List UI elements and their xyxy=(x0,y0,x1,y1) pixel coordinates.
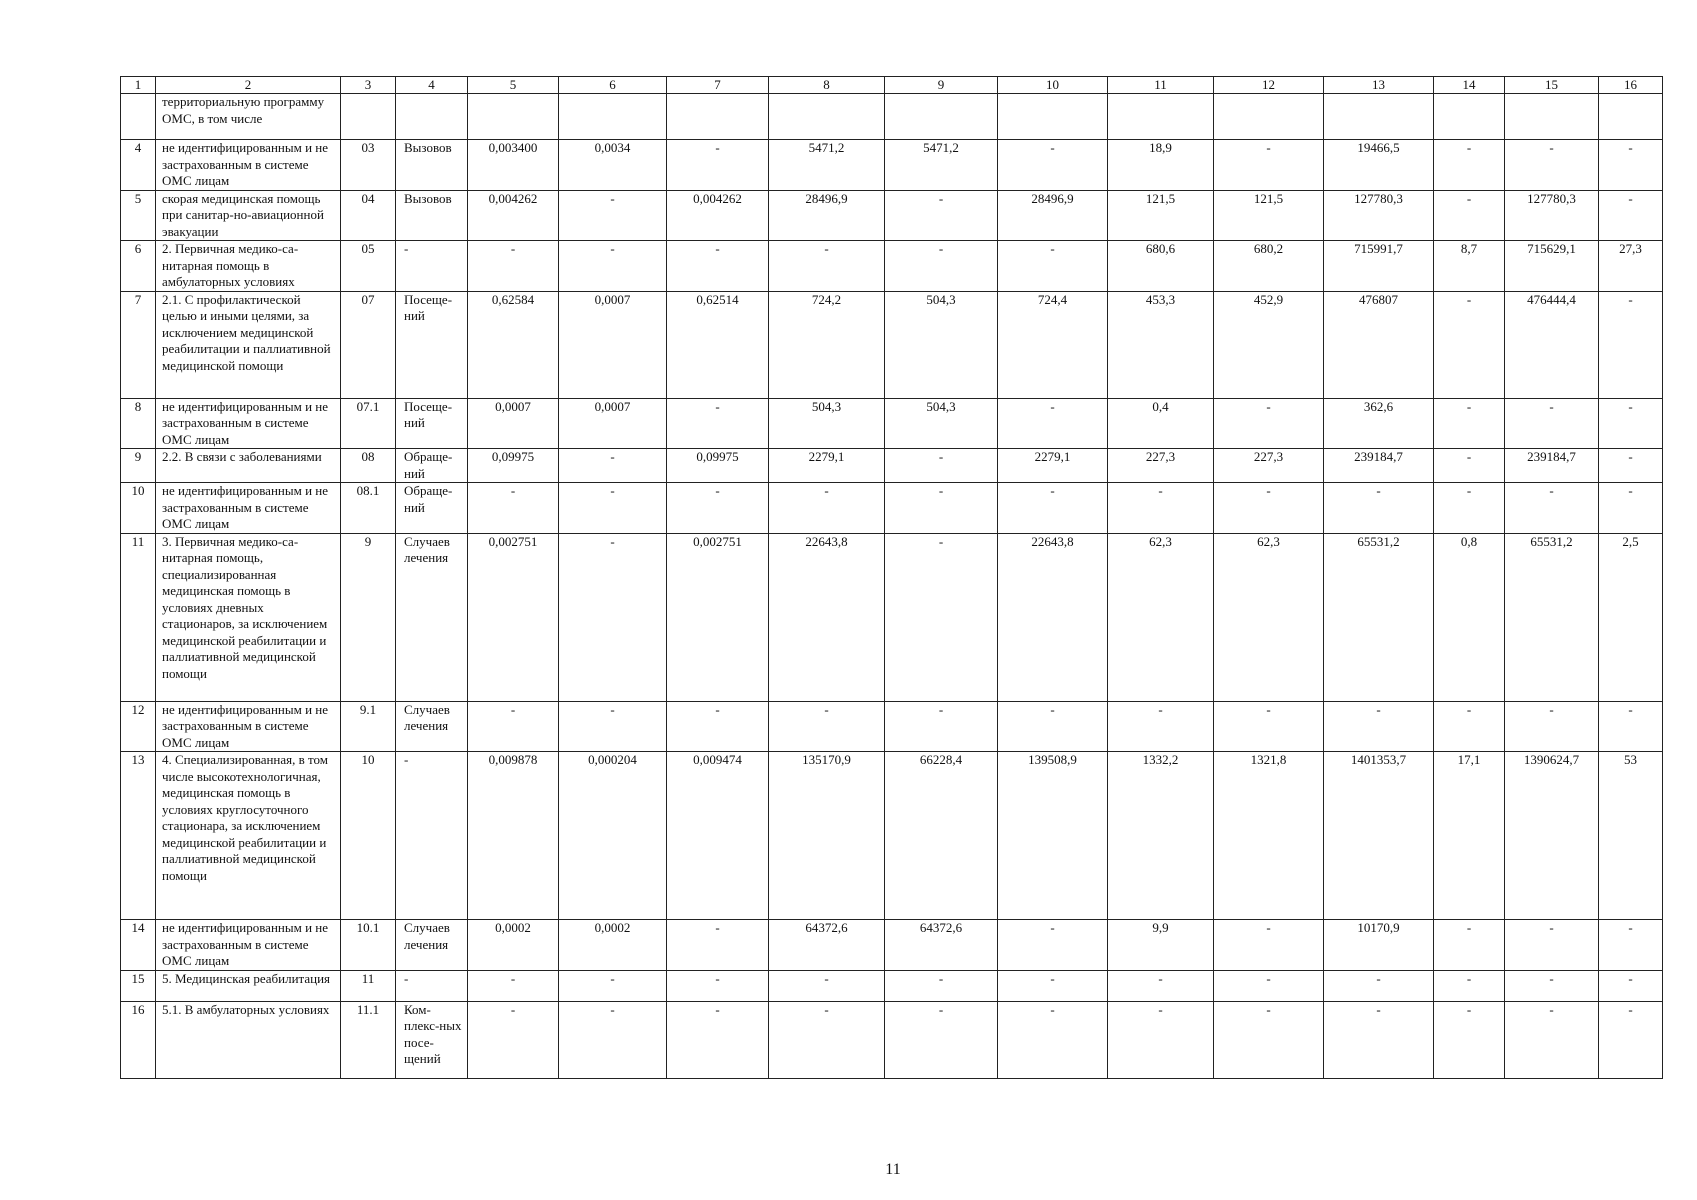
column-number: 12 xyxy=(1214,77,1324,94)
value-cell xyxy=(468,94,559,140)
value-cell: 9,9 xyxy=(1108,920,1214,971)
value-cell: - xyxy=(1108,1001,1214,1078)
value-cell: 5471,2 xyxy=(769,140,885,191)
value-cell: - xyxy=(1324,701,1434,752)
table-row xyxy=(121,291,1663,398)
value-cell: 28496,9 xyxy=(769,190,885,241)
value-cell: - xyxy=(1434,398,1505,449)
value-cell: 0,0002 xyxy=(468,920,559,971)
column-number: 13 xyxy=(1324,77,1434,94)
indicator-name-cell: не идентифицированным и не застрахованным в системе ОМС лицам xyxy=(156,483,341,534)
line-code-cell: 9.1 xyxy=(341,701,396,752)
value-cell xyxy=(769,94,885,140)
column-number: 4 xyxy=(396,77,468,94)
value-cell: - xyxy=(1599,1001,1663,1078)
value-cell: 1390624,7 xyxy=(1505,752,1599,920)
table-row xyxy=(121,190,1663,241)
value-cell: - xyxy=(1599,483,1663,534)
value-cell: 0,002751 xyxy=(667,533,769,701)
value-cell: - xyxy=(1214,483,1324,534)
value-cell: - xyxy=(468,1001,559,1078)
value-cell: - xyxy=(1599,920,1663,971)
value-cell: 65531,2 xyxy=(1324,533,1434,701)
value-cell: - xyxy=(1599,291,1663,398)
value-cell: 476444,4 xyxy=(1505,291,1599,398)
value-cell: - xyxy=(769,241,885,292)
value-cell: - xyxy=(667,241,769,292)
value-cell: - xyxy=(468,970,559,1001)
value-cell: - xyxy=(1599,449,1663,483)
value-cell: - xyxy=(885,190,998,241)
column-number: 10 xyxy=(998,77,1108,94)
line-code-cell: 10 xyxy=(341,752,396,920)
value-cell: 127780,3 xyxy=(1324,190,1434,241)
row-number-cell: 9 xyxy=(121,449,156,483)
row-number-cell: 15 xyxy=(121,970,156,1001)
line-code-cell: 04 xyxy=(341,190,396,241)
value-cell: 476807 xyxy=(1324,291,1434,398)
table-row xyxy=(121,1001,1663,1078)
indicator-name-cell: 5. Медицинская реабилитация xyxy=(156,970,341,1001)
value-cell: 0,003400 xyxy=(468,140,559,191)
column-number: 16 xyxy=(1599,77,1663,94)
unit-cell: Посеще-ний xyxy=(396,398,468,449)
value-cell: - xyxy=(885,1001,998,1078)
line-code-cell: 07.1 xyxy=(341,398,396,449)
value-cell: 227,3 xyxy=(1108,449,1214,483)
value-cell: - xyxy=(1505,483,1599,534)
unit-cell: - xyxy=(396,752,468,920)
value-cell: 22643,8 xyxy=(998,533,1108,701)
value-cell: 0,09975 xyxy=(468,449,559,483)
value-cell: - xyxy=(885,701,998,752)
column-number: 11 xyxy=(1108,77,1214,94)
row-number-cell: 10 xyxy=(121,483,156,534)
value-cell xyxy=(1599,94,1663,140)
column-number: 5 xyxy=(468,77,559,94)
value-cell: - xyxy=(1324,483,1434,534)
value-cell: 0,0007 xyxy=(559,398,667,449)
line-code-cell: 08 xyxy=(341,449,396,483)
page-number: 11 xyxy=(885,1161,901,1178)
value-cell: 2,5 xyxy=(1599,533,1663,701)
value-cell: 715629,1 xyxy=(1505,241,1599,292)
line-code-cell: 05 xyxy=(341,241,396,292)
row-number-cell: 7 xyxy=(121,291,156,398)
value-cell: - xyxy=(885,970,998,1001)
value-cell: 239184,7 xyxy=(1505,449,1599,483)
value-cell: 504,3 xyxy=(885,398,998,449)
value-cell: - xyxy=(559,701,667,752)
value-cell: 1401353,7 xyxy=(1324,752,1434,920)
value-cell: - xyxy=(559,241,667,292)
unit-cell: - xyxy=(396,241,468,292)
column-number: 1 xyxy=(121,77,156,94)
unit-cell: Ком-плекс-ных посе-щений xyxy=(396,1001,468,1078)
value-cell: - xyxy=(998,483,1108,534)
line-code-cell: 08.1 xyxy=(341,483,396,534)
unit-cell: Случаев лечения xyxy=(396,920,468,971)
value-cell: 0,62584 xyxy=(468,291,559,398)
value-cell: - xyxy=(559,970,667,1001)
line-code-cell: 03 xyxy=(341,140,396,191)
value-cell: 62,3 xyxy=(1108,533,1214,701)
indicator-name-cell: не идентифицированным и не застрахованным в системе ОМС лицам xyxy=(156,701,341,752)
value-cell: 8,7 xyxy=(1434,241,1505,292)
unit-cell: Вызовов xyxy=(396,190,468,241)
value-cell: - xyxy=(998,701,1108,752)
value-cell: - xyxy=(1324,970,1434,1001)
value-cell: - xyxy=(1599,398,1663,449)
row-number-cell: 6 xyxy=(121,241,156,292)
table-row xyxy=(121,970,1663,1001)
value-cell: - xyxy=(1214,140,1324,191)
value-cell: 22643,8 xyxy=(769,533,885,701)
indicator-name-cell: 2. Первичная медико-са-нитарная помощь в амбулаторных условиях xyxy=(156,241,341,292)
row-number-cell: 16 xyxy=(121,1001,156,1078)
column-number: 3 xyxy=(341,77,396,94)
indicator-name-cell: 3. Первичная медико-са-нитарная помощь, специализированная медицинская помощь в условиях дневных стационаров, за исключением медицинской реабилитации и паллиативной медицинской помощи xyxy=(156,533,341,701)
value-cell: 2279,1 xyxy=(998,449,1108,483)
value-cell: - xyxy=(1434,970,1505,1001)
indicator-name-cell: территориальную программу ОМС, в том числе xyxy=(156,94,341,140)
column-number: 2 xyxy=(156,77,341,94)
value-cell xyxy=(1214,94,1324,140)
value-cell: - xyxy=(1505,970,1599,1001)
value-cell: - xyxy=(1434,483,1505,534)
value-cell: - xyxy=(667,920,769,971)
table-row xyxy=(121,920,1663,971)
unit-cell: Случаев лечения xyxy=(396,533,468,701)
unit-cell: Вызовов xyxy=(396,140,468,191)
unit-cell: Обраще-ний xyxy=(396,483,468,534)
header-row xyxy=(121,77,1663,94)
value-cell: - xyxy=(667,483,769,534)
line-code-cell: 9 xyxy=(341,533,396,701)
row-number-cell: 12 xyxy=(121,701,156,752)
value-cell: - xyxy=(1599,701,1663,752)
value-cell: - xyxy=(1214,1001,1324,1078)
line-code-cell: 11.1 xyxy=(341,1001,396,1078)
value-cell: - xyxy=(998,1001,1108,1078)
value-cell: - xyxy=(1108,970,1214,1001)
table-row xyxy=(121,94,1663,140)
column-number: 9 xyxy=(885,77,998,94)
table-row xyxy=(121,449,1663,483)
value-cell: 27,3 xyxy=(1599,241,1663,292)
value-cell: 0,0002 xyxy=(559,920,667,971)
value-cell: 17,1 xyxy=(1434,752,1505,920)
value-cell: - xyxy=(1434,449,1505,483)
line-code-cell: 11 xyxy=(341,970,396,1001)
value-cell: - xyxy=(667,140,769,191)
value-cell: 0,0007 xyxy=(559,291,667,398)
value-cell: 62,3 xyxy=(1214,533,1324,701)
line-code-cell: 07 xyxy=(341,291,396,398)
value-cell: - xyxy=(559,483,667,534)
value-cell: 227,3 xyxy=(1214,449,1324,483)
row-number-cell: 5 xyxy=(121,190,156,241)
value-cell: - xyxy=(1505,701,1599,752)
value-cell: 0,002751 xyxy=(468,533,559,701)
value-cell: 127780,3 xyxy=(1505,190,1599,241)
value-cell: - xyxy=(1599,140,1663,191)
line-code-cell: 10.1 xyxy=(341,920,396,971)
value-cell: - xyxy=(769,970,885,1001)
value-cell: 362,6 xyxy=(1324,398,1434,449)
value-cell: - xyxy=(998,140,1108,191)
line-code-cell xyxy=(341,94,396,140)
indicator-name-cell: 2.2. В связи с заболеваниями xyxy=(156,449,341,483)
value-cell: - xyxy=(667,1001,769,1078)
value-cell: - xyxy=(667,970,769,1001)
indicator-name-cell: 4. Специализированная, в том числе высокотехнологичная, медицинская помощь в условиях круглосуточного стационара, за исключением медицинской реабилитации и паллиативной медицинской помощи xyxy=(156,752,341,920)
table-body xyxy=(121,77,1663,1079)
value-cell: 724,4 xyxy=(998,291,1108,398)
value-cell xyxy=(667,94,769,140)
value-cell: 0,0007 xyxy=(468,398,559,449)
value-cell: 0,009474 xyxy=(667,752,769,920)
value-cell: 19466,5 xyxy=(1324,140,1434,191)
value-cell: - xyxy=(559,449,667,483)
value-cell: 18,9 xyxy=(1108,140,1214,191)
table-row xyxy=(121,701,1663,752)
value-cell: 139508,9 xyxy=(998,752,1108,920)
row-number-cell: 11 xyxy=(121,533,156,701)
value-cell: 65531,2 xyxy=(1505,533,1599,701)
value-cell: 64372,6 xyxy=(885,920,998,971)
value-cell: - xyxy=(1505,920,1599,971)
value-cell: - xyxy=(1434,701,1505,752)
value-cell: - xyxy=(885,241,998,292)
row-number-cell: 4 xyxy=(121,140,156,191)
value-cell: - xyxy=(1434,190,1505,241)
unit-cell: - xyxy=(396,970,468,1001)
value-cell xyxy=(1324,94,1434,140)
value-cell: - xyxy=(998,241,1108,292)
indicator-name-cell: не идентифицированным и не застрахованным в системе ОМС лицам xyxy=(156,920,341,971)
column-number: 7 xyxy=(667,77,769,94)
value-cell: 121,5 xyxy=(1214,190,1324,241)
value-cell: - xyxy=(468,483,559,534)
value-cell: - xyxy=(1324,1001,1434,1078)
value-cell: - xyxy=(769,1001,885,1078)
value-cell: - xyxy=(1434,1001,1505,1078)
indicator-name-cell: 5.1. В амбулаторных условиях xyxy=(156,1001,341,1078)
value-cell: - xyxy=(1214,920,1324,971)
value-cell: - xyxy=(769,701,885,752)
column-number: 14 xyxy=(1434,77,1505,94)
value-cell: 724,2 xyxy=(769,291,885,398)
value-cell: - xyxy=(1505,1001,1599,1078)
value-cell: 0,004262 xyxy=(667,190,769,241)
value-cell: - xyxy=(1434,920,1505,971)
value-cell: 0,0034 xyxy=(559,140,667,191)
row-number-cell: 13 xyxy=(121,752,156,920)
value-cell xyxy=(885,94,998,140)
value-cell: 715991,7 xyxy=(1324,241,1434,292)
value-cell: - xyxy=(468,701,559,752)
value-cell: 66228,4 xyxy=(885,752,998,920)
column-number: 15 xyxy=(1505,77,1599,94)
value-cell: 1321,8 xyxy=(1214,752,1324,920)
value-cell: 239184,7 xyxy=(1324,449,1434,483)
column-number: 8 xyxy=(769,77,885,94)
value-cell: 504,3 xyxy=(885,291,998,398)
table-row xyxy=(121,140,1663,191)
value-cell: 0,09975 xyxy=(667,449,769,483)
value-cell: - xyxy=(1599,970,1663,1001)
row-number-cell xyxy=(121,94,156,140)
value-cell: 121,5 xyxy=(1108,190,1214,241)
value-cell: 504,3 xyxy=(769,398,885,449)
value-cell xyxy=(1505,94,1599,140)
unit-cell xyxy=(396,94,468,140)
value-cell: - xyxy=(1505,398,1599,449)
value-cell: - xyxy=(1214,970,1324,1001)
value-cell: - xyxy=(998,398,1108,449)
value-cell: 2279,1 xyxy=(769,449,885,483)
value-cell: 1332,2 xyxy=(1108,752,1214,920)
value-cell xyxy=(559,94,667,140)
table-row xyxy=(121,533,1663,701)
value-cell: 680,2 xyxy=(1214,241,1324,292)
value-cell: - xyxy=(559,190,667,241)
value-cell: 453,3 xyxy=(1108,291,1214,398)
value-cell: 0,8 xyxy=(1434,533,1505,701)
table-row xyxy=(121,483,1663,534)
value-cell: - xyxy=(998,920,1108,971)
value-cell: 0,000204 xyxy=(559,752,667,920)
value-cell: 0,004262 xyxy=(468,190,559,241)
value-cell: - xyxy=(1214,398,1324,449)
value-cell: - xyxy=(1108,483,1214,534)
indicator-name-cell: 2.1. С профилактической целью и иными целями, за исключением медицинской реабилитации и паллиативной медицинской помощи xyxy=(156,291,341,398)
value-cell xyxy=(1434,94,1505,140)
indicator-name-cell: не идентифицированным и не застрахованным в системе ОМС лицам xyxy=(156,140,341,191)
unit-cell: Обраще-ний xyxy=(396,449,468,483)
value-cell: - xyxy=(1108,701,1214,752)
value-cell: - xyxy=(885,483,998,534)
value-cell: - xyxy=(667,701,769,752)
value-cell: 135170,9 xyxy=(769,752,885,920)
column-number: 6 xyxy=(559,77,667,94)
row-number-cell: 8 xyxy=(121,398,156,449)
value-cell: 0,4 xyxy=(1108,398,1214,449)
value-cell: - xyxy=(468,241,559,292)
value-cell: 5471,2 xyxy=(885,140,998,191)
indicator-name-cell: скорая медицинская помощь при санитар-но-авиационной эвакуации xyxy=(156,190,341,241)
value-cell xyxy=(1108,94,1214,140)
value-cell: - xyxy=(998,970,1108,1001)
table-row xyxy=(121,398,1663,449)
value-cell: 452,9 xyxy=(1214,291,1324,398)
unit-cell: Посеще-ний xyxy=(396,291,468,398)
unit-cell: Случаев лечения xyxy=(396,701,468,752)
row-number-cell: 14 xyxy=(121,920,156,971)
indicator-name-cell: не идентифицированным и не застрахованным в системе ОМС лицам xyxy=(156,398,341,449)
value-cell: - xyxy=(1505,140,1599,191)
value-cell: - xyxy=(885,449,998,483)
value-cell: - xyxy=(1214,701,1324,752)
value-cell: - xyxy=(1434,291,1505,398)
value-cell: 10170,9 xyxy=(1324,920,1434,971)
value-cell: - xyxy=(769,483,885,534)
value-cell: - xyxy=(1599,190,1663,241)
value-cell: - xyxy=(559,1001,667,1078)
value-cell xyxy=(998,94,1108,140)
value-cell: 0,62514 xyxy=(667,291,769,398)
data-table xyxy=(120,76,1663,1079)
value-cell: 53 xyxy=(1599,752,1663,920)
table-row xyxy=(121,241,1663,292)
value-cell: 28496,9 xyxy=(998,190,1108,241)
value-cell: - xyxy=(885,533,998,701)
value-cell: - xyxy=(667,398,769,449)
value-cell: 680,6 xyxy=(1108,241,1214,292)
value-cell: 64372,6 xyxy=(769,920,885,971)
value-cell: - xyxy=(559,533,667,701)
table-row xyxy=(121,752,1663,920)
value-cell: 0,009878 xyxy=(468,752,559,920)
value-cell: - xyxy=(1434,140,1505,191)
